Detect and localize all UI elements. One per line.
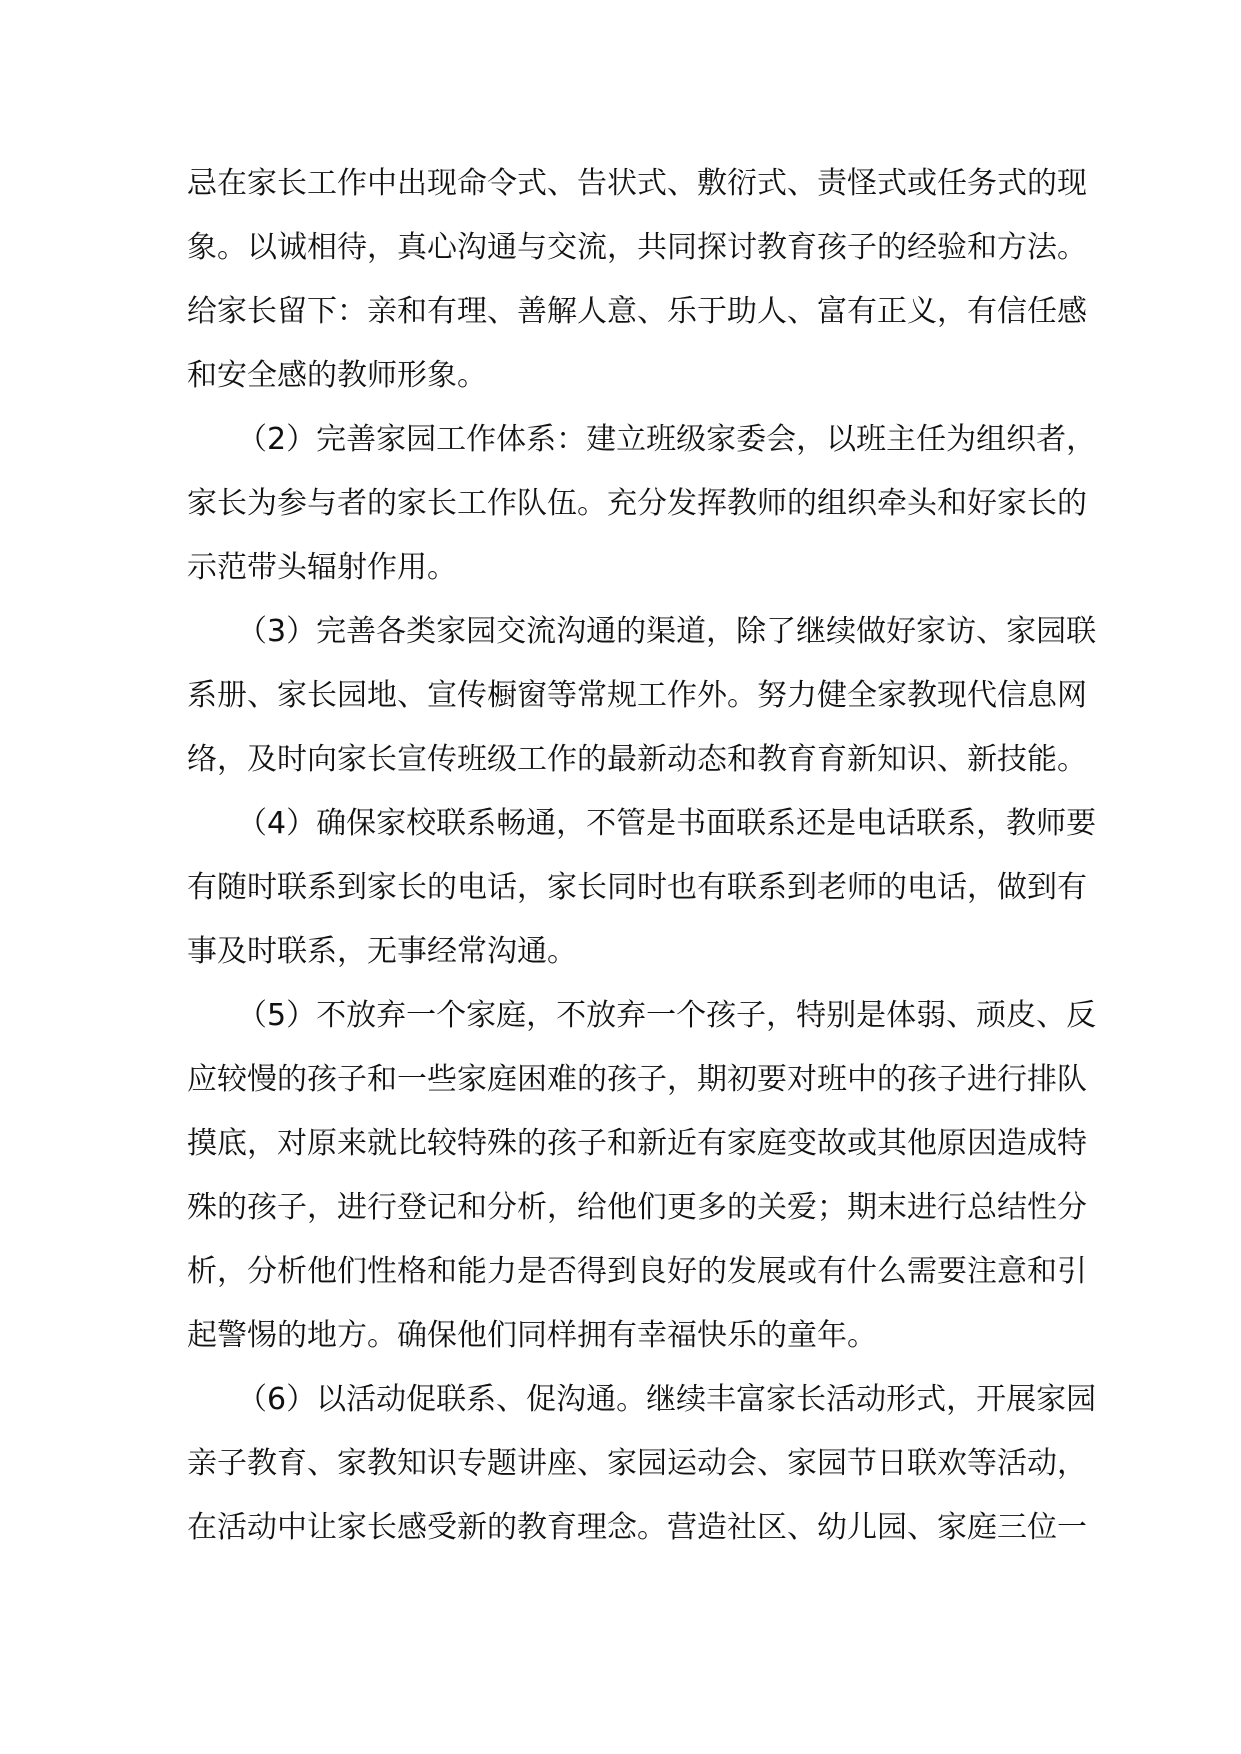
text-line: 析，分析他们性格和能力是否得到良好的发展或有什么需要注意和引	[187, 1254, 1087, 1289]
paragraph-start-line: （2）完善家园工作体系：建立班级家委会，以班主任为组织者，	[237, 422, 1097, 457]
text-line: 应较慢的孩子和一些家庭困难的孩子，期初要对班中的孩子进行排队	[187, 1062, 1087, 1097]
text-line: 和安全感的教师形象。	[187, 358, 487, 393]
paragraph-start-line: （4）确保家校联系畅通，不管是书面联系还是电话联系，教师要	[237, 806, 1097, 841]
text-line: 事及时联系，无事经常沟通。	[187, 934, 577, 969]
text-line: 象。以诚相待，真心沟通与交流，共同探讨教育孩子的经验和方法。	[187, 230, 1087, 265]
text-line: 络，及时向家长宣传班级工作的最新动态和教育育新知识、新技能。	[187, 742, 1087, 777]
paragraph-start-line: （3）完善各类家园交流沟通的渠道，除了继续做好家访、家园联	[237, 614, 1097, 649]
text-line: 在活动中让家长感受新的教育理念。营造社区、幼儿园、家庭三位一	[187, 1510, 1087, 1545]
text-line: 示范带头辐射作用。	[187, 550, 457, 585]
paragraph-start-line: （6）以活动促联系、促沟通。继续丰富家长活动形式，开展家园	[237, 1382, 1097, 1417]
text-line: 摸底，对原来就比较特殊的孩子和新近有家庭变故或其他原因造成特	[187, 1126, 1087, 1161]
text-line: 有随时联系到家长的电话，家长同时也有联系到老师的电话，做到有	[187, 870, 1087, 905]
text-line: 忌在家长工作中出现命令式、告状式、敷衍式、责怪式或任务式的现	[187, 166, 1087, 201]
text-line: 起警惕的地方。确保他们同样拥有幸福快乐的童年。	[187, 1318, 877, 1353]
text-line: 亲子教育、家教知识专题讲座、家园运动会、家园节日联欢等活动，	[187, 1446, 1087, 1481]
text-line: 给家长留下：亲和有理、善解人意、乐于助人、富有正义，有信任感	[187, 294, 1087, 329]
paragraph-start-line: （5）不放弃一个家庭，不放弃一个孩子，特别是体弱、顽皮、反	[237, 998, 1097, 1033]
text-line: 殊的孩子，进行登记和分析，给他们更多的关爱；期末进行总结性分	[187, 1190, 1087, 1225]
text-line: 系册、家长园地、宣传橱窗等常规工作外。努力健全家教现代信息网	[187, 678, 1087, 713]
text-line: 家长为参与者的家长工作队伍。充分发挥教师的组织牵头和好家长的	[187, 486, 1087, 521]
